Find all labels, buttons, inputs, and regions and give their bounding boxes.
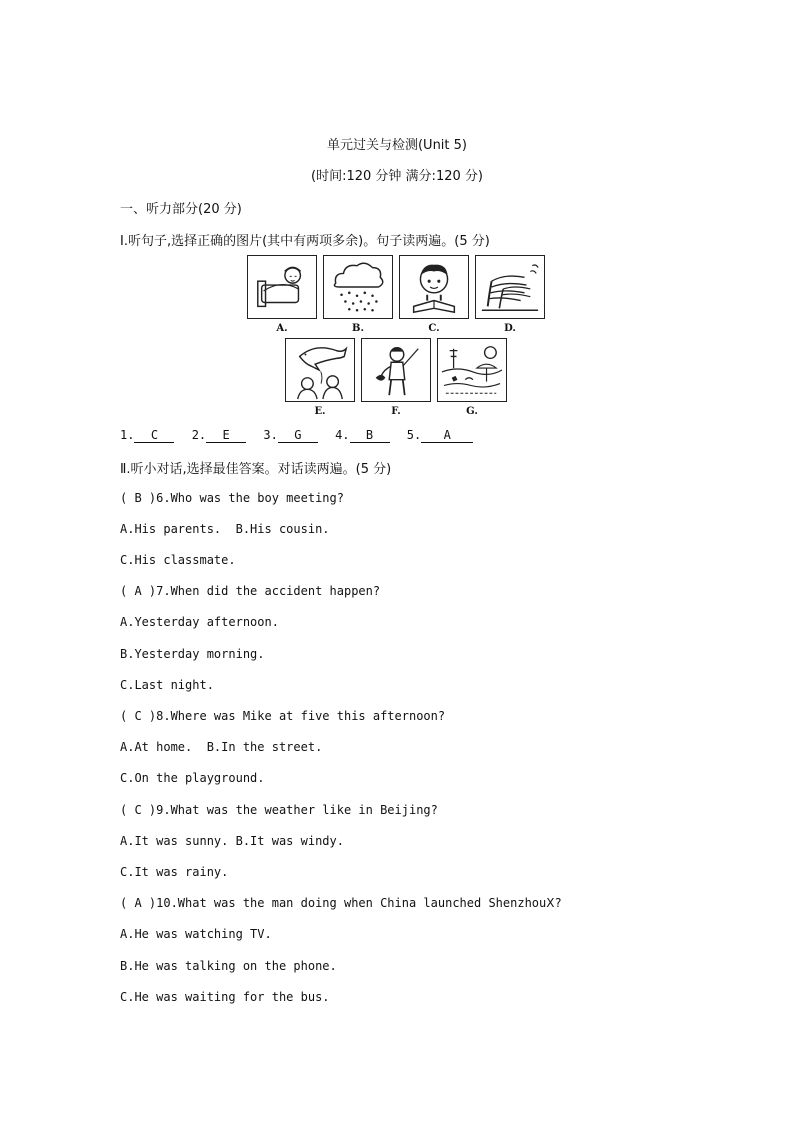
picture-f [361, 338, 431, 402]
picture-c-label: C. [428, 323, 440, 334]
question-8-option-c: C.On the playground. [120, 771, 265, 785]
question-7-option-c: C.Last night. [120, 678, 214, 692]
page-subtitle: (时间:120 分钟 满分:120 分) [311, 169, 483, 184]
answer-2-blank: E [206, 428, 246, 443]
question-8: ( C )8.Where was Mike at five this afternoon? [120, 709, 446, 723]
answer-3-blank: G [278, 428, 318, 443]
question-9-options-ab: A.It was sunny. B.It was windy. [120, 834, 344, 848]
answer-4-blank: B [350, 428, 390, 443]
part1-answers [120, 428, 483, 443]
question-10: ( A )10.What was the man doing when China launched ShenzhouⅩ? [120, 896, 562, 910]
picture-e-label: E. [314, 406, 326, 417]
fishing-boy-icon [362, 339, 430, 401]
answer-4: 4. B [335, 428, 389, 443]
question-6-option-c: C.His classmate. [120, 553, 236, 567]
question-9-option-c: C.It was rainy. [120, 865, 229, 879]
picture-a [247, 255, 317, 319]
answer-5: 5. A [407, 428, 473, 443]
question-9: ( C )9.What was the weather like in Beijing? [120, 803, 438, 817]
picture-d-label: D. [504, 323, 516, 334]
answer-1-blank: C [134, 428, 174, 443]
page-title: 单元过关与检测(Unit 5) [326, 138, 467, 153]
beach-scene-icon [438, 339, 506, 401]
picture-b-label: B. [352, 323, 364, 334]
picture-b [323, 255, 393, 319]
answer-5-blank: A [421, 428, 473, 443]
picture-f-label: F. [391, 406, 401, 417]
part2-instruction: Ⅱ.听小对话,选择最佳答案。对话读两遍。(5 分) [120, 462, 392, 477]
question-10-option-a: A.He was watching TV. [120, 927, 272, 941]
snow-cloud-icon [324, 256, 392, 318]
question-6-options-ab: A.His parents. B.His cousin. [120, 522, 330, 536]
answer-1: 1. C [120, 428, 174, 443]
windy-trees-icon [476, 256, 544, 318]
reading-boy-icon [400, 256, 468, 318]
answer-2: 2. E [192, 428, 246, 443]
question-7: ( A )7.When did the accident happen? [120, 584, 381, 598]
picture-g [437, 338, 507, 402]
question-7-option-b: B.Yesterday morning. [120, 647, 265, 661]
picture-a-label: A. [276, 323, 288, 334]
question-7-option-a: A.Yesterday afternoon. [120, 615, 279, 629]
picture-d [475, 255, 545, 319]
question-10-option-b: B.He was talking on the phone. [120, 959, 337, 973]
section-heading: 一、听力部分(20 分) [120, 202, 242, 217]
picture-e [285, 338, 355, 402]
part1-instruction: Ⅰ.听句子,选择正确的图片(其中有两项多余)。句子读两遍。(5 分) [120, 234, 490, 249]
picture-g-label: G. [466, 406, 478, 417]
question-8-options-ab: A.At home. B.In the street. [120, 740, 323, 754]
picture-c [399, 255, 469, 319]
question-10-option-c: C.He was waiting for the bus. [120, 990, 330, 1004]
sleeping-child-icon [248, 256, 316, 318]
question-6: ( B )6.Who was the boy meeting? [120, 491, 344, 505]
dolphin-show-icon [286, 339, 354, 401]
answer-3: 3. G [263, 428, 317, 443]
